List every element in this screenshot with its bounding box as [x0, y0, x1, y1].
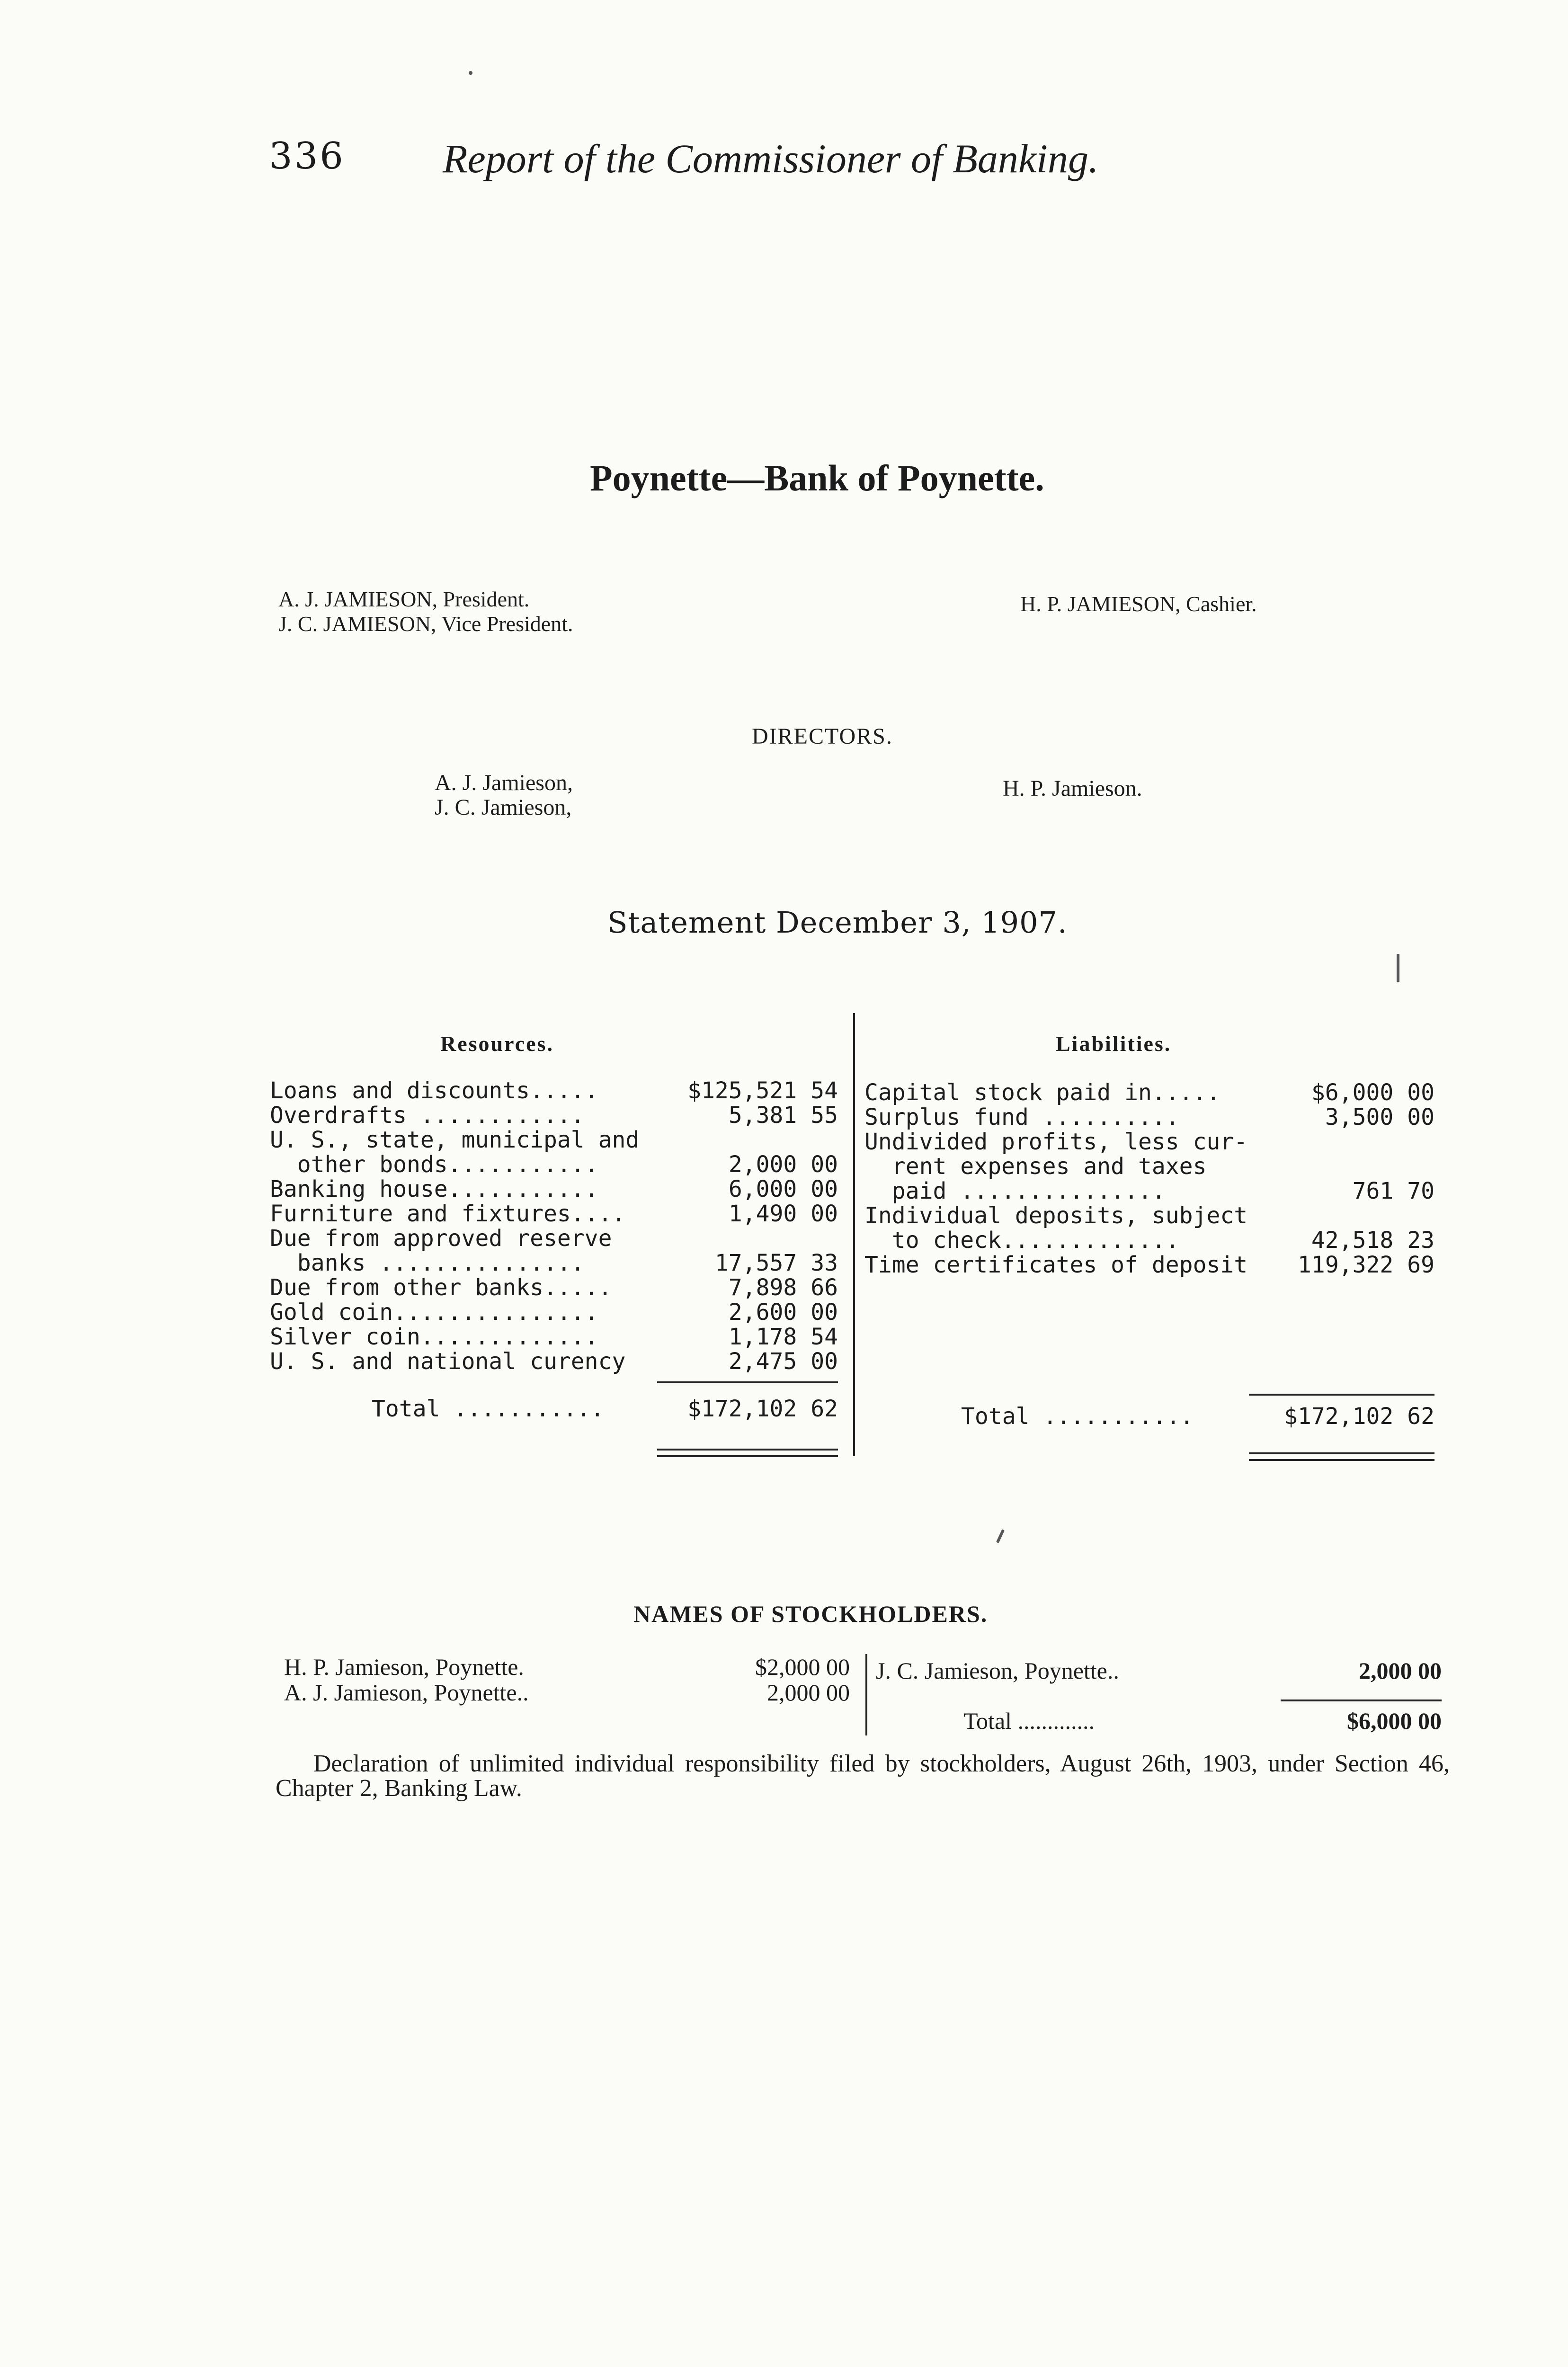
director-2: J. C. Jamieson,: [435, 795, 572, 820]
resources-heading: Resources.: [440, 1032, 554, 1056]
stockholders-heading: NAMES OF STOCKHOLDERS.: [633, 1601, 988, 1627]
liabilities-total-rule: [1249, 1394, 1434, 1396]
resources-total-label: Total ...........: [372, 1396, 605, 1422]
liabilities-total: $172,102 62: [1284, 1403, 1434, 1430]
resources-total: $172,102 62: [687, 1396, 838, 1422]
resource-row: [270, 1177, 838, 1201]
resource-amount: 7,898 66: [728, 1274, 838, 1301]
resource-row: [270, 1251, 838, 1275]
resource-label: Gold coin...............: [270, 1299, 598, 1326]
resource-label: other bonds...........: [270, 1151, 598, 1178]
liability-label: Individual deposits, subject: [864, 1202, 1248, 1229]
officers-left: [278, 587, 573, 636]
liability-amount: 119,322 69: [1298, 1252, 1434, 1278]
stockholder-amount: 2,000 00: [1359, 1657, 1442, 1684]
declaration: Declaration of unlimited individual responsibility filed by stockholders, August 26th, 1903, under Section 46, Chapter 2, Banking Law.: [276, 1750, 1450, 1802]
bank-title: Poynette—Bank of Poynette.: [590, 457, 1044, 498]
liability-label: Capital stock paid in.....: [864, 1079, 1221, 1106]
liability-row: [864, 1179, 1434, 1203]
resource-amount: 5,381 55: [728, 1102, 838, 1129]
resource-amount: 6,000 00: [728, 1176, 838, 1202]
page-number: 336: [269, 135, 345, 178]
resource-label: Silver coin.............: [270, 1324, 598, 1350]
resources-total-rule: [657, 1381, 838, 1383]
resource-label: Due from other banks.....: [270, 1274, 612, 1301]
resource-label: Loans and discounts.....: [270, 1077, 598, 1104]
liabilities-total-label: Total ...........: [961, 1403, 1194, 1430]
stockholder-amount: 2,000 00: [767, 1679, 850, 1706]
column-divider: [853, 1013, 855, 1456]
resource-amount: 1,178 54: [728, 1324, 838, 1350]
stockholder-row: [284, 1654, 850, 1680]
stockholders-total: $6,000 00: [1347, 1708, 1442, 1734]
liability-amount: $6,000 00: [1311, 1079, 1434, 1106]
stockholder-row: [876, 1658, 1442, 1683]
scan-speck: [469, 71, 472, 75]
liability-label: Undivided profits, less cur-: [864, 1129, 1248, 1155]
vice-president: J. C. JAMIESON, Vice President.: [278, 612, 573, 636]
liability-row: [864, 1080, 1434, 1105]
liabilities-table: [864, 1080, 1434, 1277]
director-3: H. P. Jamieson.: [1003, 776, 1142, 801]
stockholders-total-label: Total .............: [963, 1708, 1095, 1734]
resources-double-rule: [657, 1449, 838, 1457]
liability-amount: 42,518 23: [1311, 1227, 1434, 1254]
resource-label: banks ...............: [270, 1250, 585, 1276]
resource-row: [270, 1128, 838, 1152]
resource-row: [270, 1349, 838, 1374]
stockholder-name: A. J. Jamieson, Poynette..: [284, 1679, 529, 1706]
resource-row: [270, 1325, 838, 1349]
liabilities-heading: Liabilities.: [1056, 1032, 1172, 1056]
liability-row: [864, 1228, 1434, 1253]
resource-amount: 2,475 00: [728, 1348, 838, 1375]
stockholder-name: H. P. Jamieson, Poynette.: [284, 1654, 524, 1680]
resource-label: Furniture and fixtures....: [270, 1201, 626, 1227]
resource-label: Banking house...........: [270, 1176, 598, 1202]
resource-amount: 1,490 00: [728, 1201, 838, 1227]
liability-label: Surplus fund ..........: [864, 1104, 1179, 1130]
scan-mark: [1397, 954, 1399, 982]
resource-amount: 2,000 00: [728, 1151, 838, 1178]
resource-amount: $125,521 54: [687, 1077, 838, 1104]
liability-label: paid ...............: [864, 1178, 1166, 1204]
resource-label: Due from approved reserve: [270, 1225, 612, 1252]
running-title: Report of the Commissioner of Banking.: [443, 136, 1099, 181]
stockholders-total-rule: [1281, 1700, 1442, 1701]
director-1: A. J. Jamieson,: [435, 770, 573, 795]
cashier: H. P. JAMIESON, Cashier.: [1020, 592, 1257, 616]
resource-amount: 17,557 33: [714, 1250, 838, 1276]
liability-amount: 761 70: [1352, 1178, 1434, 1204]
resource-amount: 2,600 00: [728, 1299, 838, 1326]
liability-row: [864, 1253, 1434, 1277]
resources-total-row: [372, 1397, 838, 1421]
resource-row: [270, 1078, 838, 1103]
resource-row: [270, 1275, 838, 1300]
stockholder-name: J. C. Jamieson, Poynette..: [876, 1657, 1119, 1684]
resource-row: [270, 1201, 838, 1226]
liabilities-total-row: [961, 1404, 1434, 1429]
liability-label: rent expenses and taxes: [864, 1153, 1207, 1180]
liability-row: [864, 1130, 1434, 1154]
resources-table: [270, 1078, 838, 1374]
resource-label: U. S. and national curency: [270, 1348, 626, 1375]
scan-mark: [996, 1529, 1005, 1543]
resource-row: [270, 1152, 838, 1177]
resource-row: [270, 1300, 838, 1325]
directors-heading: DIRECTORS.: [752, 724, 893, 749]
resource-row: [270, 1226, 838, 1251]
president: A. J. JAMIESON, President.: [278, 587, 530, 611]
liability-label: Time certificates of deposit: [864, 1252, 1248, 1278]
resource-row: [270, 1103, 838, 1128]
liability-row: [864, 1105, 1434, 1130]
stockholders-left: [284, 1654, 850, 1705]
statement-date: Statement December 3, 1907.: [607, 905, 1068, 940]
resource-label: U. S., state, municipal and: [270, 1127, 640, 1153]
directors-left: [435, 771, 573, 820]
stockholders-total-row: [963, 1708, 1442, 1734]
resource-label: Overdrafts ............: [270, 1102, 585, 1129]
stockholders-right: [876, 1658, 1442, 1683]
stockholder-row: [284, 1680, 850, 1705]
liability-row: [864, 1203, 1434, 1228]
liability-row: [864, 1154, 1434, 1179]
liability-label: to check.............: [864, 1227, 1179, 1254]
liability-amount: 3,500 00: [1325, 1104, 1434, 1130]
stockholder-amount: $2,000 00: [755, 1654, 850, 1680]
stockholders-divider: [865, 1654, 867, 1735]
liabilities-double-rule: [1249, 1452, 1434, 1461]
